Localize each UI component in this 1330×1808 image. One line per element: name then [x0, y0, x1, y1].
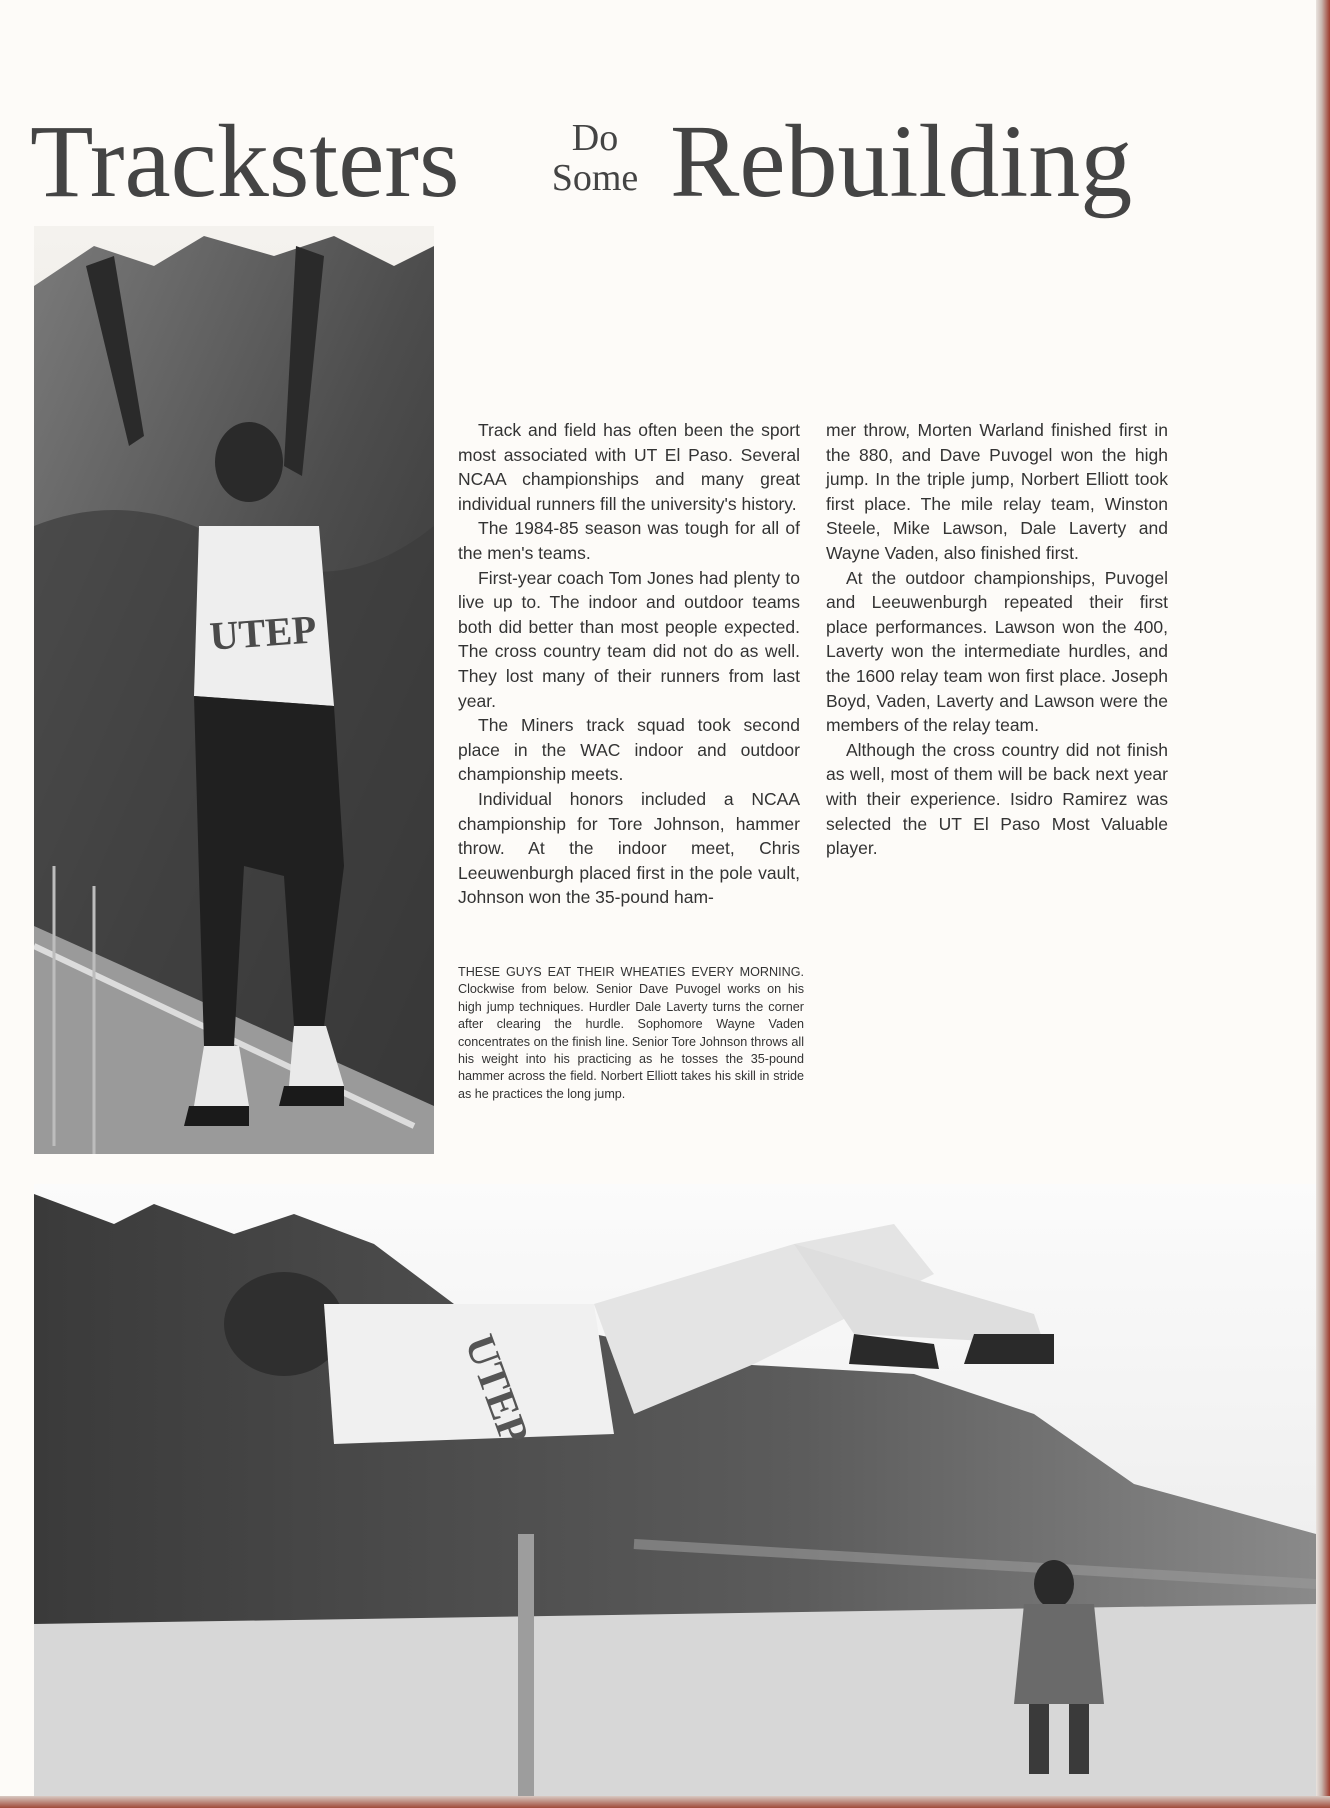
page-edge-bottom [0, 1796, 1330, 1808]
high-jump-photo-art [34, 1184, 1316, 1796]
article-paragraph: The Miners track squad took second place in the WAC indoor and outdoor championship meets. [458, 715, 800, 785]
article-paragraph: Although the cross country did not finish as well, most of them will be back next year with their experience. Isidro Ramirez was selected the UT El Paso Most Valuable player. [826, 739, 1168, 859]
title-word-rebuilding: Rebuilding [670, 104, 1133, 219]
article-paragraph: Individual honors included a NCAA championship for Tore Johnson, hammer throw. At the indoor meet, Chris Leeuwenburgh placed first in the pole vault, Johnson won the 35-pound ham- [458, 788, 800, 908]
high-jump-photo [34, 1184, 1316, 1796]
article-paragraph: First-year coach Tom Jones had plenty to live up to. The indoor and outdoor teams both did better than most people expected. The cross country team did not do as well. They lost many of their runners from last year. [458, 567, 800, 711]
article-column-2 [826, 418, 1168, 861]
title-word-some: Some [551, 157, 639, 199]
title-word-do: Do [571, 117, 619, 159]
article-column-1 [458, 418, 800, 910]
article-paragraph: mer throw, Morten Warland finished first in the 880, and Dave Puvogel won the high jump. In the triple jump, Norbert Elliott took first place. The mile relay team, Winston Steele, Mike Lawson, Dale Laverty and Wayne Vaden, also finished first. [826, 420, 1168, 563]
jersey-text-top: UTEP [208, 606, 318, 659]
title-word-trackster: Tracksters [30, 104, 460, 219]
article-paragraph: Track and field has often been the sport most associated with UT El Paso. Several NCAA championships and many great individual runners fill the university's history. [458, 420, 800, 514]
article-paragraph: At the outdoor championships, Puvogel and Leeuwenburgh repeated their first place performances. Lawson won the 400, Laverty won the intermediate hurdles, and the 1600 relay team won first place. Joseph Boyd, Vaden, Laverty and Lawson were the members of the relay team. [826, 567, 1168, 736]
long-jump-photo [34, 226, 434, 1154]
long-jump-photo-art [34, 226, 434, 1154]
page-edge-right [1316, 0, 1330, 1808]
title-small-stack [535, 118, 655, 198]
photo-caption: THESE GUYS EAT THEIR WHEATIES EVERY MORNING. Clockwise from below. Senior Dave Puvogel works on his high jump techniques. Hurdler Dale Laverty turns the corner after clearing the hurdle. Sophomore Wayne Vaden concentrates on the finish line. Senior Tore Johnson throws all his weight into his practicing as he tosses the 35-pound hammer across the field. Norbert Elliott takes his skill in stride as he practices the long jump. [458, 965, 804, 1101]
jersey-text-bottom: UTEP [455, 1329, 537, 1451]
article-paragraph: The 1984-85 season was tough for all of the men's teams. [458, 518, 800, 563]
